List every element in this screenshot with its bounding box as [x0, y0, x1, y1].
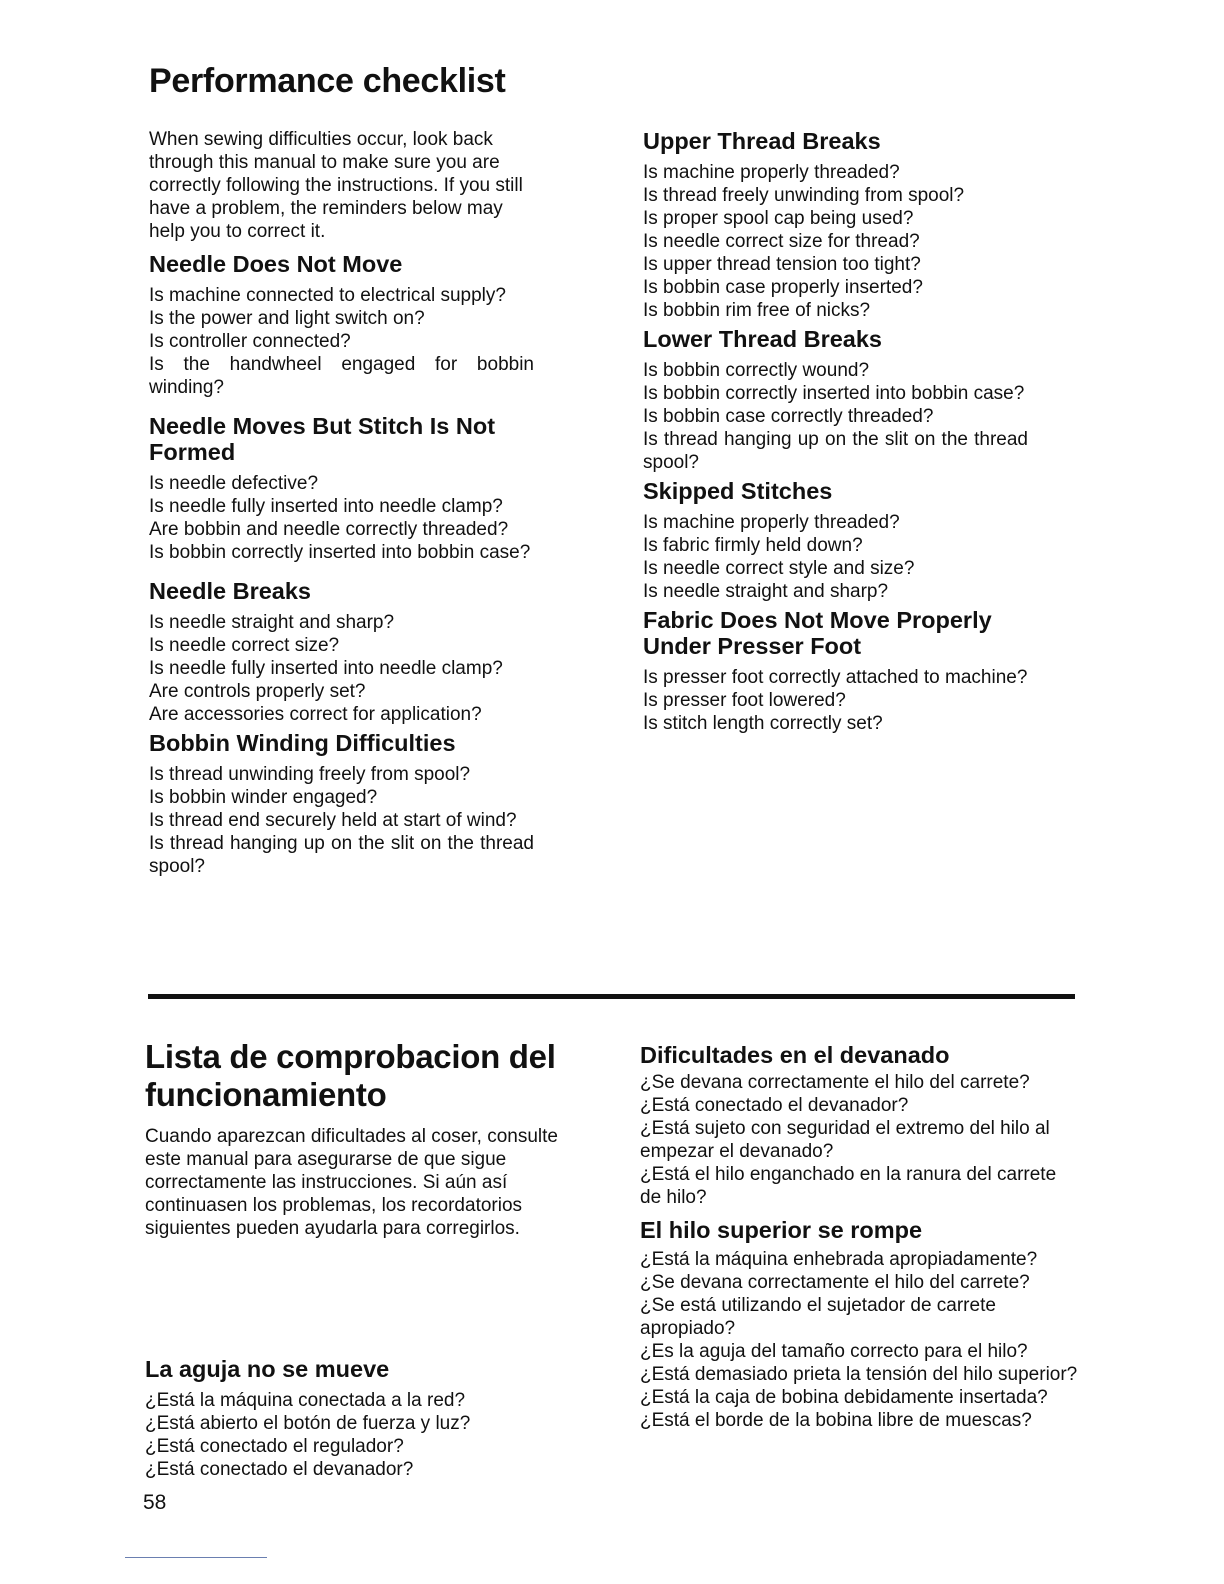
checklist-item: Is thread hanging up on the slit on the thread spool?	[643, 429, 1028, 473]
checklist-item: Is needle fully inserted into needle clamp?	[149, 496, 503, 518]
checklist-item: Is bobbin winder engaged?	[149, 787, 378, 809]
checklist-item: Is machine properly threaded?	[643, 512, 900, 533]
checklist-item: Is needle defective?	[149, 473, 319, 495]
intro-paragraph: When sewing difficulties occur, look back through this manual to make sure you are correctly following the instructions. If you still have a problem, the reminders below may help you to correct it.	[149, 129, 523, 243]
section-heading: Needle Does Not Move	[149, 251, 403, 278]
section-la-aguja-no-se-mueve	[145, 1356, 585, 1481]
section-heading: Skipped Stitches	[643, 478, 833, 504]
checklist-item: ¿Está conectado el regulador?	[145, 1436, 404, 1457]
spanish-intro-paragraph: Cuando aparezcan dificultades al coser, consulte este manual para asegurarse de que sigue correctamente las instrucciones. Si aún así continuasen los problemas, los recordatorios siguientes pueden ayudarla para corregirlos.	[145, 1125, 558, 1239]
checklist-item: ¿Está conectado el devanador?	[145, 1459, 414, 1480]
page-title: Performance checklist	[149, 62, 506, 100]
checklist-item: Is presser foot lowered?	[643, 690, 846, 711]
section-heading: El hilo superior se rompe	[640, 1217, 923, 1243]
spanish-title: Lista de comprobacion del funcionamiento	[145, 1038, 556, 1113]
checklist-item: Is needle straight and sharp?	[149, 612, 395, 634]
section-heading: Needle Breaks	[149, 578, 311, 605]
checklist-item: Is needle correct size?	[149, 635, 340, 657]
checklist-item: ¿Se devana correctamente el hilo del carrete?	[640, 1072, 1030, 1093]
checklist-item: ¿Se devana correctamente el hilo del carrete?	[640, 1272, 1030, 1293]
section-bobbin-winding-difficulties	[149, 730, 534, 878]
checklist-item: ¿Está el borde de la bobina libre de muescas?	[640, 1410, 1032, 1431]
section-needle-breaks	[149, 578, 534, 726]
checklist-item: Is bobbin correctly wound?	[643, 360, 870, 381]
section-heading: Fabric Does Not Move Properly Under Presser Foot	[643, 607, 992, 659]
section-needle-does-not-move	[149, 251, 534, 399]
checklist-item: Is thread end securely held at start of wind?	[149, 810, 517, 832]
checklist-item: Is thread freely unwinding from spool?	[643, 185, 965, 206]
checklist-item: Is proper spool cap being used?	[643, 208, 914, 229]
checklist-item: ¿Está la máquina conectada a la red?	[145, 1390, 466, 1411]
section-skipped-stitches	[643, 478, 1028, 603]
page-number: 58	[143, 1491, 167, 1514]
checklist-item: Is machine connected to electrical supply?	[149, 285, 506, 307]
checklist-item: Is bobbin case correctly threaded?	[643, 406, 934, 427]
es-right-column	[640, 1042, 1080, 1432]
checklist-item: ¿Es la aguja del tamaño correcto para el hilo?	[640, 1341, 1028, 1362]
checklist-item: Is fabric firmly held down?	[643, 535, 863, 556]
section-lower-thread-breaks	[643, 326, 1028, 474]
checklist-item: Is the power and light switch on?	[149, 308, 425, 330]
checklist-item: ¿Está sujeto con seguridad el extremo del hilo al empezar el devanado?	[640, 1118, 1050, 1162]
checklist-item: Are bobbin and needle correctly threaded?	[149, 519, 509, 541]
section-heading: Dificultades en el devanado	[640, 1042, 950, 1068]
en-right-column	[643, 128, 1028, 735]
checklist-item: Is bobbin correctly inserted into bobbin case?	[149, 542, 531, 564]
checklist-item: Is bobbin case properly inserted?	[643, 277, 923, 298]
checklist-item: Is stitch length correctly set?	[643, 713, 883, 734]
checklist-item: ¿Está conectado el devanador?	[640, 1095, 909, 1116]
checklist-item: Is bobbin rim free of nicks?	[643, 300, 871, 321]
section-heading: La aguja no se mueve	[145, 1356, 390, 1382]
checklist-item: ¿Está la caja de bobina debidamente insertada?	[640, 1387, 1048, 1408]
checklist-item: Is the handwheel engaged for bobbin winding?	[149, 354, 534, 399]
scan-artifact-line	[125, 1557, 267, 1558]
section-dificultades-en-el-devanado	[640, 1042, 1080, 1209]
es-left-column	[145, 1038, 585, 1480]
checklist-item: Is controller connected?	[149, 331, 351, 353]
section-heading: Bobbin Winding Difficulties	[149, 730, 456, 757]
checklist-item: Are controls properly set?	[149, 681, 366, 703]
en-left-column	[149, 62, 534, 878]
checklist-item: Are accessories correct for application?	[149, 704, 482, 726]
checklist-item: Is bobbin correctly inserted into bobbin case?	[643, 383, 1025, 404]
checklist-item: Is needle correct style and size?	[643, 558, 915, 579]
checklist-item: Is needle fully inserted into needle clamp?	[149, 658, 503, 680]
checklist-item: ¿Está abierto el botón de fuerza y luz?	[145, 1413, 471, 1434]
checklist-item: Is thread hanging up on the slit on the thread spool?	[149, 833, 534, 878]
section-el-hilo-superior-se-rompe	[640, 1217, 1080, 1432]
checklist-item: ¿Está demasiado prieta la tensión del hilo superior?	[640, 1364, 1078, 1385]
checklist-item: Is needle straight and sharp?	[643, 581, 889, 602]
checklist-item: Is thread unwinding freely from spool?	[149, 764, 471, 786]
section-heading: Needle Moves But Stitch Is Not Formed	[149, 413, 496, 466]
checklist-item: Is needle correct size for thread?	[643, 231, 920, 252]
checklist-item: Is presser foot correctly attached to machine?	[643, 667, 1028, 688]
section-upper-thread-breaks	[643, 128, 1028, 322]
section-fabric-does-not-move	[643, 607, 1028, 735]
checklist-item: ¿Está el hilo enganchado en la ranura del carrete de hilo?	[640, 1164, 1057, 1208]
checklist-item: ¿Está la máquina enhebrada apropiadamente?	[640, 1249, 1038, 1270]
section-heading: Lower Thread Breaks	[643, 326, 883, 352]
checklist-item: ¿Se está utilizando el sujetador de carrete apropiado?	[640, 1295, 996, 1339]
section-heading: Upper Thread Breaks	[643, 128, 881, 154]
checklist-item: Is machine properly threaded?	[643, 162, 900, 183]
section-divider	[148, 994, 1075, 999]
section-needle-moves-stitch-not-formed	[149, 413, 534, 564]
checklist-item: Is upper thread tension too tight?	[643, 254, 921, 275]
